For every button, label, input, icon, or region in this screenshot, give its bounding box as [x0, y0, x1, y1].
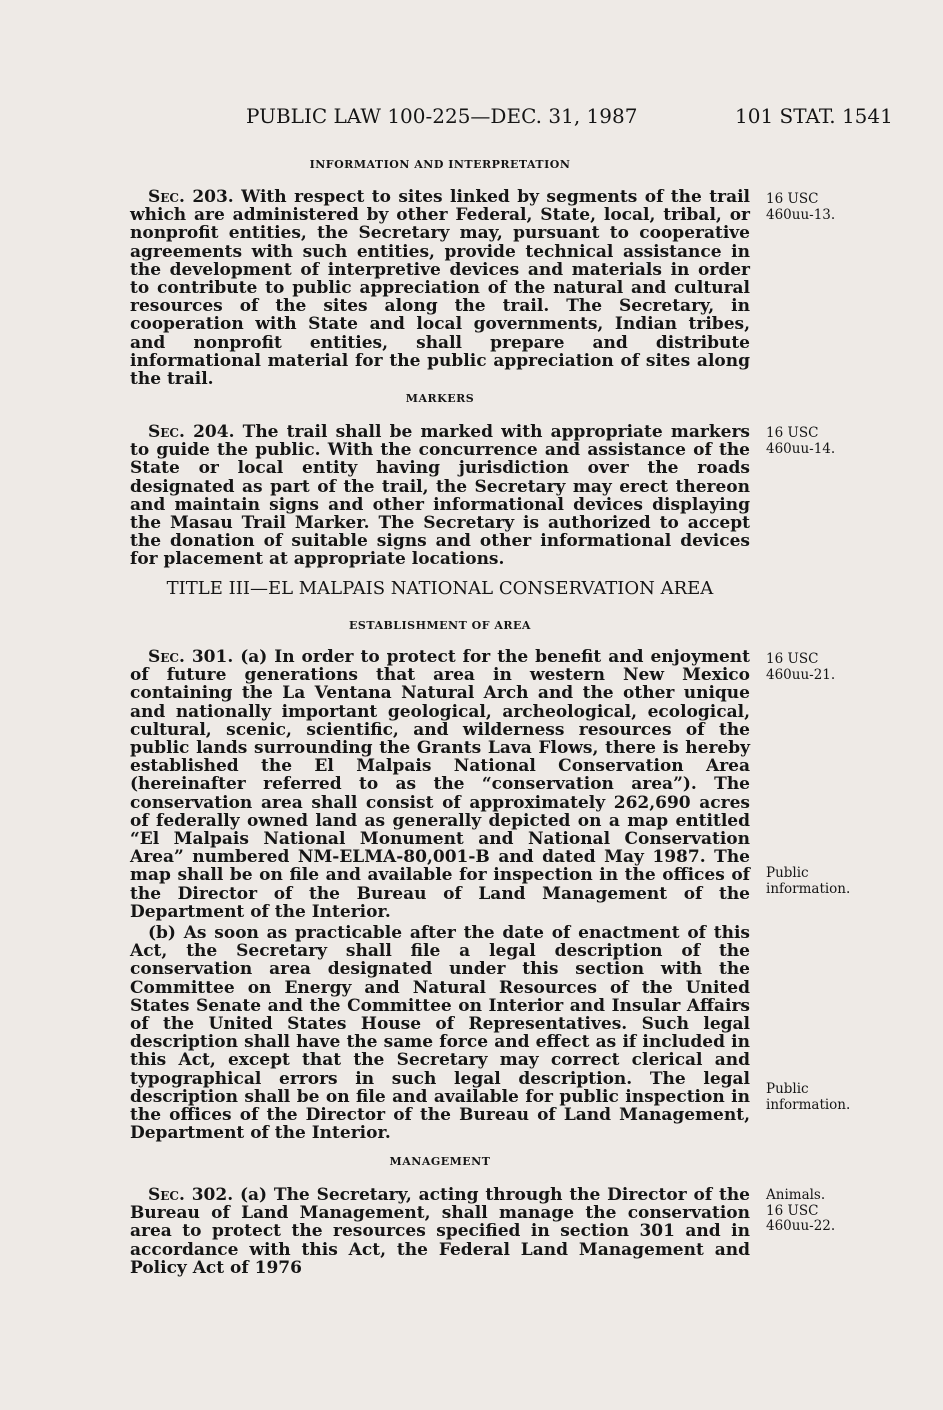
sec-302-label: Sec. 302.: [148, 1185, 234, 1205]
section-heading-establishment: ESTABLISHMENT OF AREA: [349, 619, 531, 632]
sec-302-paragraph: [130, 1186, 750, 1277]
margin-note-public-info-1-line-1: Public: [766, 865, 809, 881]
margin-note-public-info-2-line-1: Public: [766, 1081, 809, 1097]
margin-note-public-info-1-line-2: information.: [766, 880, 851, 897]
title-iii-heading: TITLE III—EL MALPAIS NATIONAL CONSERVATION AREA: [166, 578, 714, 599]
sec-203-label: Sec. 203.: [148, 187, 234, 207]
sec-301b-paragraph: (b) As soon as practicable after the date of enactment of this Act, the Secretary shall file a legal description of the conservation area designated under this section with the Committee on Energy and Natural Resources of the United States Senate and the Committee on Interior and Insular Affairs of the United States House of Representatives. Such legal description shall have the same force and effect as if included in this Act, except that the Secretary may correct clerical and typographical errors in such legal description. The legal description shall be on file and available for public inspection in the offices of the Director of the Bureau of Land Management, Department of the Interior.: [130, 923, 750, 1144]
margin-note-302-line-1: Animals.: [766, 1187, 826, 1203]
sec-302-text: (a) The Secretary, acting through the Director of the Bureau of Land Management, shall manage the conservation area to protect the resources specified in section 301 and in accordance with this Act, the Federal Land Management and Policy Act of 1976: [130, 1185, 751, 1278]
sec-204-paragraph: [130, 423, 750, 569]
sec-204-label: Sec. 204.: [148, 422, 235, 442]
margin-note-public-info-2-line-2: information.: [766, 1096, 851, 1113]
sec-301-label: Sec. 301.: [148, 647, 234, 667]
sec-301a-paragraph: [130, 648, 750, 921]
sec-301a-text: (a) In order to protect for the benefit and enjoyment of future generations that area in western New Mexico containing the La Ventana Natural Arch and the other unique and nationally important geological, archeological, ecological, cultural, scenic, scientific, and wilderness resources of the public lands surrounding the Grants Lava Flows, there is hereby established the El Malpais National Conservation Area (hereinafter referred to as the “conservation area”). The conservation area shall consist of approximately 262,690 acres of federally owned land as generally depicted on a map entitled “El Malpais National Monument and National Conservation Area” numbered NM-ELMA-80,001-B and dated May 1987. The map shall be on file and available for inspection in the offices of the Director of the Bureau of Land Management of the Department of the Interior.: [130, 647, 751, 922]
sec-203-text: With respect to sites linked by segments of the trail which are administered by other Federal, State, local, tribal, or nonprofit entities, the Secretary may, pursuant to cooperative agreements with such entities, provide technical assistance in the development of interpretive devices and materials in order to contribute to public appreciation of the natural and cultural resources of the sites along the trail. The Secretary, in cooperation with State and local governments, Indian tribes, and nonprofit entities, shall prepare and distribute informational material for the public appreciation of sites along the trail.: [130, 187, 751, 390]
section-heading-management: MANAGEMENT: [389, 1155, 491, 1168]
margin-note-204-line-2: 460uu-14.: [766, 440, 836, 457]
margin-note-203: [766, 192, 916, 223]
margin-note-301: [766, 652, 916, 683]
sec-204-text: The trail shall be marked with appropriate markers to guide the public. With the concurrence and assistance of the State or local entity having jurisdiction over the roads designated as part of the trail, the Secretary may erect thereon and maintain signs and other informational devices displaying the Masau Trail Marker. The Secretary is authorized to accept the donation of suitable signs and other informational devices for placement at appropriate locations.: [130, 422, 750, 570]
margin-note-302-line-2: 16 USC: [766, 1202, 819, 1219]
margin-note-public-info-2: [766, 1082, 916, 1113]
margin-note-204: [766, 426, 916, 457]
margin-note-204-line-1: 16 USC: [766, 425, 819, 441]
margin-note-301-line-2: 460uu-21.: [766, 666, 836, 683]
section-heading-markers: MARKERS: [405, 392, 475, 405]
sec-203-paragraph: [130, 188, 750, 388]
margin-note-301-line-1: 16 USC: [766, 651, 819, 667]
margin-note-302: [766, 1188, 916, 1235]
margin-note-public-info-1: [766, 866, 916, 897]
running-header-left: PUBLIC LAW 100-225—DEC. 31, 1987: [246, 104, 638, 128]
margin-note-203-line-1: 16 USC: [766, 191, 819, 207]
margin-note-302-line-3: 460uu-22.: [766, 1218, 836, 1234]
section-heading-info-interp: INFORMATION AND INTERPRETATION: [309, 158, 571, 171]
running-header-right: 101 STAT. 1541: [735, 104, 893, 128]
margin-note-203-line-2: 460uu-13.: [766, 206, 836, 223]
